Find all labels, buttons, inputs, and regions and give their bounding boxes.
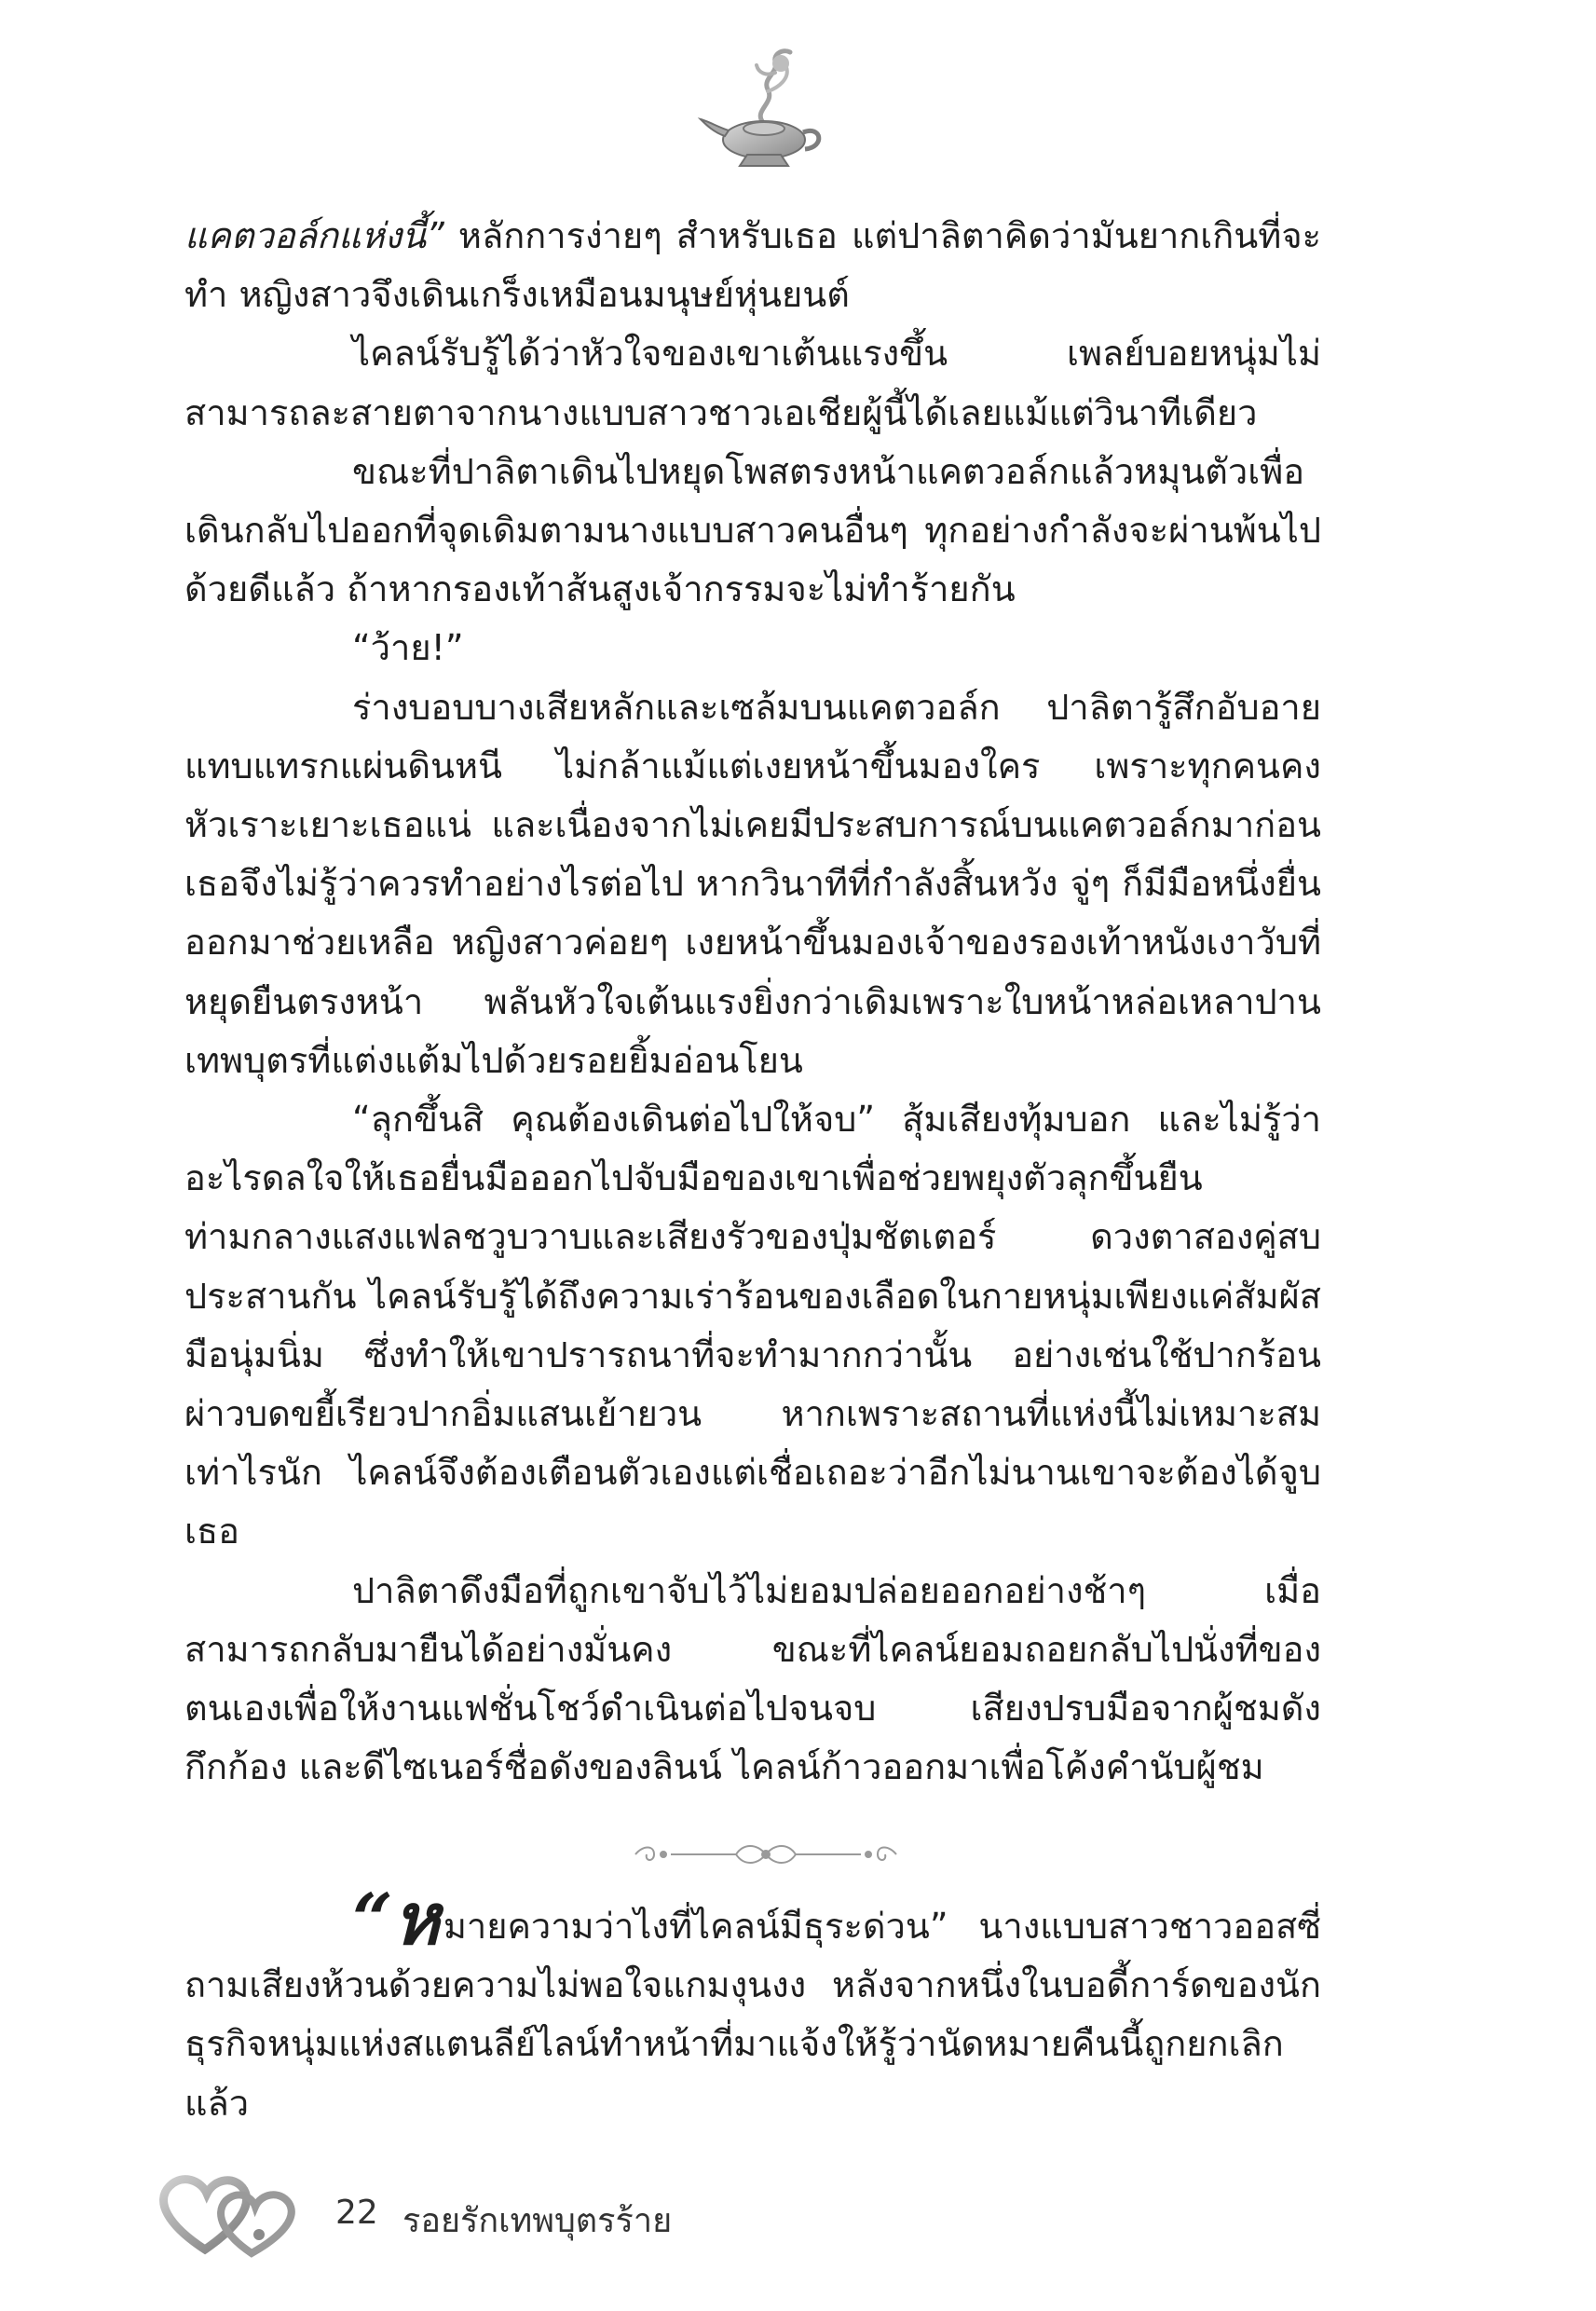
dropcap: “ห <box>352 1878 440 1961</box>
paragraph-4: “ว้าย!” <box>352 627 464 669</box>
paragraph-6: “ลุกขึ้นสิ คุณต้องเดินต่อไปให้จบ” สุ้มเสียงทุ้มบอก และไม่รู้ว่าอะไรดลใจให้เธอยื่นมือออกไปจับมือของเขาเพื่อช่วยพยุงตัวลุกขึ้นยืน ท่ามกลางแสงแฟลชวูบวาบและเสียงรัวของปุ่มชัตเตอร์ ดวงตาสองคู่สบประสานกัน ไคลน์รับรู้ได้ถึงความเร่าร้อนของเลือดในกายหนุ่มเพียงแค่สัมผัสมือนุ่มนิ่ม ซึ่งทำให้เขาปรารถนาที่จะทำมากกว่านั้น อย่างเช่นใช้ปากร้อนผ่าวบดขยี้เรียวปากอิ่มแสนเย้ายวน หากเพราะสถานที่แห่งนี้ไม่เหมาะสมเท่าไรนัก ไคลน์จึงต้องเตือนตัวเองแต่เชื่อเถอะว่าอีกไม่นานเขาจะต้องได้จูบเธอ <box>184 1099 1321 1552</box>
section-two <box>184 1878 1321 2133</box>
main-text <box>184 207 1321 1797</box>
page-footer <box>149 2160 801 2263</box>
paragraph-5: ร่างบอบบางเสียหลักและเซล้มบนแคตวอล์ก ปาลิตารู้สึกอับอายแทบแทรกแผ่นดินหนี ไม่กล้าแม้แต่เงยหน้าขึ้นมองใคร เพราะทุกคนคงหัวเราะเยาะเธอแน่ และเนื่องจากไม่เคยมีประสบการณ์บนแคตวอล์กมาก่อน เธอจึงไม่รู้ว่าควรทำอย่างไรต่อไป หากวินาทีที่กำลังสิ้นหวัง จู่ๆ ก็มีมือหนึ่งยื่นออกมาช่วยเหลือ หญิงสาวค่อยๆ เงยหน้าขึ้นมองเจ้าของรองเท้าหนังเงาวับที่หยุดยืนตรงหน้า พลันหัวใจเต้นแรงยิ่งกว่าเดิมเพราะใบหน้าหล่อเหลาปานเทพบุตรที่แต่งแต้มไปด้วยรอยยิ้มอ่อนโยน <box>184 686 1321 1081</box>
intertwined-hearts-icon <box>149 2160 307 2263</box>
book-title: รอยรักเทพบุตรร้าย <box>402 2202 673 2240</box>
paragraph-3: ขณะที่ปาลิตาเดินไปหยุดโพสตรงหน้าแคตวอล์กแล้วหมุนตัวเพื่อเดินกลับไปออกที่จุดเดิมตามนางแบบสาวคนอื่นๆ ทุกอย่างกำลังจะผ่านพ้นไปด้วยดีแล้ว ถ้าหากรองเท้าส้นสูงเจ้ากรรมจะไม่ทำร้ายกัน <box>184 450 1321 610</box>
paragraph-text: หลักการง่ายๆ สำหรับเธอ แต่ปาลิตาคิดว่ามันยากเกินที่จะทำ หญิงสาวจึงเดินเกร็งเหมือนมนุษย์หุ่นยนต์ <box>184 215 1321 316</box>
section-two-text: มายความว่าไงที่ไคลน์มีธุระด่วน” นางแบบสาวชาวออสซี่ถามเสียงห้วนด้วยความไม่พอใจแกมงุนงง หลังจากหนึ่งในบอดี้การ์ดของนักธุรกิจหนุ่มแห่งสแตนลีย์ไลน์ทำหน้าที่มาแจ้งให้รู้ว่านัดหมายคืนนี้ถูกยกเลิกแล้ว <box>184 1906 1321 2124</box>
genie-lamp-icon <box>689 35 839 185</box>
italic-lead: แคตวอล์กแห่งนี้” <box>184 215 444 256</box>
flourish-divider-icon <box>626 1834 906 1875</box>
paragraph-1 <box>184 207 1321 324</box>
page-number: 22 <box>335 2194 378 2232</box>
paragraph-7: ปาลิตาดึงมือที่ถูกเขาจับไว้ไม่ยอมปล่อยออกอย่างช้าๆ เมื่อสามารถกลับมายืนได้อย่างมั่นคง ขณะที่ไคลน์ยอมถอยกลับไปนั่งที่ของตนเองเพื่อให้งานแฟชั่นโชว์ดำเนินต่อไปจนจบ เสียงปรบมือจากผู้ชมดังกึกก้อง และดีไซเนอร์ชื่อดังของลินน์ ไคลน์ก้าวออกมาเพื่อโค้งคำนับผู้ชม <box>184 1569 1321 1788</box>
section-two-paragraph <box>184 1878 1321 2133</box>
paragraph-2: ไคลน์รับรู้ได้ว่าหัวใจของเขาเต้นแรงขึ้น เพลย์บอยหนุ่มไม่สามารถละสายตาจากนางแบบสาวชาวเอเชียผู้นี้ได้เลยแม้แต่วินาทีเดียว <box>184 333 1321 433</box>
